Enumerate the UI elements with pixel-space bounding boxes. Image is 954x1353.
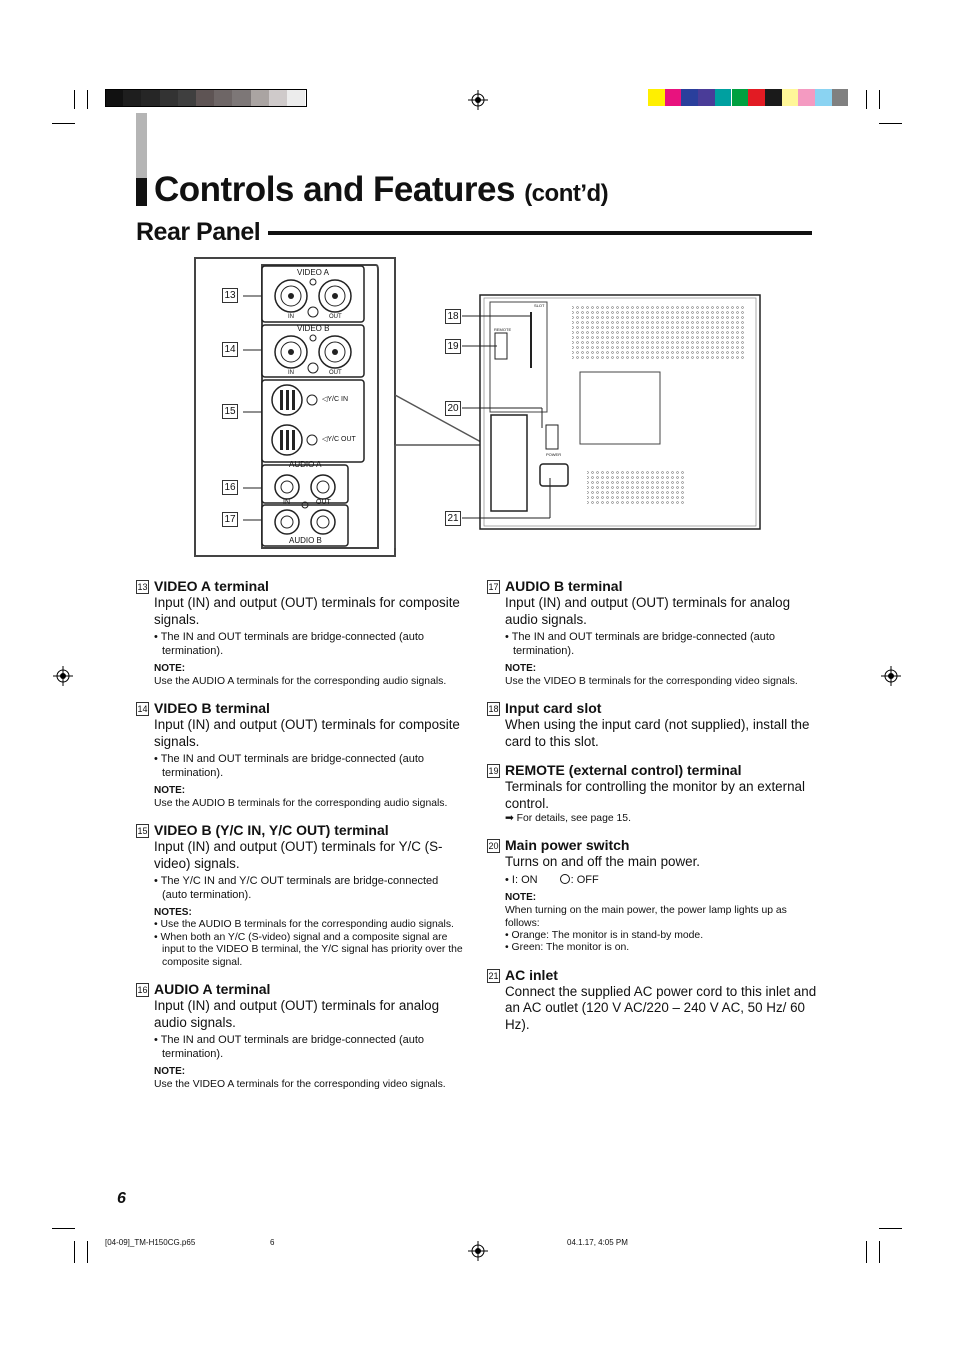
feature-number: 15 — [137, 826, 148, 836]
feature-heading — [136, 700, 466, 717]
feature-title: VIDEO A terminal — [154, 578, 269, 594]
label-yc-in: ◁Y/C IN — [322, 396, 349, 403]
feature-title: VIDEO B terminal — [154, 700, 270, 716]
callout-number: 21 — [445, 511, 461, 526]
registration-target-icon — [53, 666, 73, 686]
note-heading: NOTES: — [154, 907, 192, 918]
feature-item — [136, 700, 466, 810]
page-title: Controls and Features (cont’d) — [154, 170, 609, 209]
label-out: OUT — [329, 370, 342, 376]
feature-title: AUDIO B terminal — [505, 578, 623, 594]
feature-heading — [136, 822, 466, 839]
feature-description: Terminals for controlling the monitor by an external control. — [505, 779, 805, 811]
feature-number: 19 — [488, 766, 499, 776]
rear-panel-diagram — [190, 255, 770, 560]
feature-bullet: • The IN and OUT terminals are bridge-connected (auto termination). — [505, 631, 776, 657]
feature-bullet: • The IN and OUT terminals are bridge-connected (auto termination). — [154, 1034, 425, 1060]
note-text: Use the VIDEO A terminals for the corresponding video signals. — [154, 1079, 446, 1090]
label-in: IN — [288, 314, 294, 320]
crop-mark — [87, 1241, 88, 1263]
feature-heading — [487, 837, 817, 854]
footer-date: 04.1.17, 4:05 PM — [567, 1238, 628, 1247]
crop-mark — [866, 1241, 867, 1263]
crop-mark — [74, 90, 75, 109]
feature-description: Input (IN) and output (OUT) terminals for analog audio signals. — [154, 998, 440, 1030]
page-number: 6 — [117, 1190, 126, 1207]
crop-mark — [866, 90, 867, 109]
color-swatch — [698, 89, 715, 106]
feature-number: 16 — [137, 985, 148, 995]
callout-number: 15 — [222, 404, 238, 419]
callout-number: 20 — [445, 401, 461, 416]
registration-target-icon — [468, 90, 488, 110]
switch-legend — [487, 873, 817, 887]
title-marker — [136, 178, 147, 206]
note-text: Use the AUDIO A terminals for the corresponding audio signals. — [154, 676, 447, 687]
feature-title: AC inlet — [505, 966, 558, 983]
feature-item — [136, 822, 466, 969]
crop-mark — [879, 123, 902, 124]
callout-number: 17 — [222, 512, 238, 527]
gray-bar-outline — [105, 89, 307, 107]
feature-description: Connect the supplied AC power cord to this inlet and an AC outlet (120 V AC/220 – 240 V AC, 50 Hz/ 60 Hz). — [505, 983, 817, 1032]
label-audio-a: AUDIO A — [289, 460, 322, 469]
switch-off-label: : OFF — [570, 873, 599, 886]
feature-number: 21 — [488, 970, 499, 981]
feature-description: When using the input card (not supplied), install the card to this slot. — [505, 717, 810, 749]
crop-mark — [879, 1228, 902, 1229]
ac-inlet — [540, 464, 568, 486]
callout-number: 18 — [445, 309, 461, 324]
color-swatch — [681, 89, 698, 106]
note-heading: NOTE: — [505, 663, 537, 674]
callout-number: 16 — [222, 480, 238, 495]
note-text: Use the AUDIO B terminals for the corresponding audio signals. — [154, 798, 448, 809]
feature-title: VIDEO B (Y/C IN, Y/C OUT) terminal — [154, 822, 389, 838]
color-swatch — [748, 89, 765, 106]
page-reference: ➡ For details, see page 15. — [505, 813, 631, 824]
feature-item — [487, 762, 817, 825]
feature-title: REMOTE (external control) terminal — [505, 762, 742, 778]
callout-number: 14 — [222, 342, 238, 357]
feature-description: Turns on and off the main power. — [505, 854, 701, 869]
feature-title: Input card slot — [505, 700, 602, 716]
note-bullet: • Green: The monitor is on. — [505, 942, 630, 953]
color-swatch — [665, 89, 682, 106]
label-video-a: VIDEO A — [297, 268, 330, 277]
feature-number: 14 — [137, 704, 148, 714]
crop-mark — [879, 1241, 880, 1263]
color-swatch — [732, 89, 749, 106]
color-swatch — [815, 89, 832, 106]
color-swatch — [648, 89, 665, 106]
label-power: POWER — [546, 452, 562, 457]
note-heading: NOTE: — [505, 891, 537, 903]
feature-item — [136, 981, 466, 1091]
right-column — [487, 578, 817, 1045]
feature-description: Input (IN) and output (OUT) terminals for composite signals. — [154, 717, 460, 749]
callout-number: 13 — [222, 288, 238, 303]
crop-mark — [879, 90, 880, 109]
feature-heading — [136, 578, 466, 595]
feature-item — [487, 837, 817, 955]
crop-mark — [87, 90, 88, 109]
color-swatch — [715, 89, 732, 106]
feature-heading — [487, 762, 817, 779]
feature-heading — [487, 700, 817, 717]
color-swatch — [782, 89, 799, 106]
feature-title: AUDIO A terminal — [154, 981, 271, 997]
feature-description: Input (IN) and output (OUT) terminals for analog audio signals. — [505, 595, 791, 627]
footer-file: [04-09]_TM-H150CG.p65 — [105, 1238, 196, 1247]
note-heading: NOTE: — [154, 785, 186, 796]
feature-description: Input (IN) and output (OUT) terminals for Y/C (S-video) signals. — [154, 839, 443, 871]
note-bullet: • Use the AUDIO B terminals for the corresponding audio signals. — [154, 919, 454, 930]
footer-page: 6 — [270, 1238, 275, 1247]
feature-description: Input (IN) and output (OUT) terminals for composite signals. — [154, 595, 460, 627]
note-bullet: • Orange: The monitor is in stand-by mode. — [505, 929, 704, 941]
feature-item — [487, 967, 817, 1034]
feature-number: 13 — [137, 582, 148, 592]
label-out: OUT — [316, 499, 331, 506]
label-yc-out: ◁Y/C OUT — [322, 436, 356, 443]
feature-bullet: • The Y/C IN and Y/C OUT terminals are bridge-connected (auto termination). — [154, 875, 439, 901]
terminal-block — [491, 415, 527, 511]
feature-item — [136, 578, 466, 688]
note-heading: NOTE: — [154, 663, 186, 674]
feature-heading — [136, 981, 466, 998]
crop-mark — [52, 123, 75, 124]
feature-item — [487, 578, 817, 688]
feature-heading — [487, 578, 817, 595]
label-slot: SLOT — [534, 303, 545, 308]
left-column — [136, 578, 466, 1103]
section-rule — [268, 231, 812, 235]
feature-title: Main power switch — [505, 837, 630, 853]
switch-on-label: • I: ON — [505, 873, 538, 886]
feature-bullet: • The IN and OUT terminals are bridge-connected (auto termination). — [154, 753, 425, 779]
feature-heading — [487, 967, 817, 984]
callout-number: 19 — [445, 339, 461, 354]
label-in: IN — [283, 499, 290, 506]
note-bullet: • When both an Y/C (S-video) signal and a composite signal are input to the VIDEO B terminal, the Y/C signal has priority over the composite signal. — [154, 931, 463, 968]
crop-mark — [52, 1228, 75, 1229]
label-video-b: VIDEO B — [297, 324, 330, 333]
feature-number: 20 — [488, 841, 499, 851]
registration-target-icon — [881, 666, 901, 686]
crop-mark — [74, 1241, 75, 1263]
feature-bullet: • The IN and OUT terminals are bridge-connected (auto termination). — [154, 631, 425, 657]
color-swatch — [798, 89, 815, 106]
section-title: Rear Panel — [136, 218, 261, 246]
note-text: When turning on the main power, the power lamp lights up as follows: — [505, 904, 787, 929]
feature-item — [487, 700, 817, 750]
label-remote: REMOTE — [494, 327, 512, 332]
label-in: IN — [288, 370, 294, 376]
feature-number: 17 — [488, 582, 499, 592]
label-audio-b: AUDIO B — [289, 536, 322, 545]
note-text: Use the VIDEO B terminals for the corresponding video signals. — [505, 676, 798, 687]
section-tab — [136, 113, 147, 179]
note-heading: NOTE: — [154, 1066, 186, 1077]
color-swatch — [765, 89, 782, 106]
feature-number: 18 — [488, 704, 499, 714]
off-circle-icon — [560, 874, 570, 884]
color-swatch — [832, 89, 849, 106]
label-out: OUT — [329, 314, 342, 320]
registration-target-icon — [468, 1241, 488, 1261]
